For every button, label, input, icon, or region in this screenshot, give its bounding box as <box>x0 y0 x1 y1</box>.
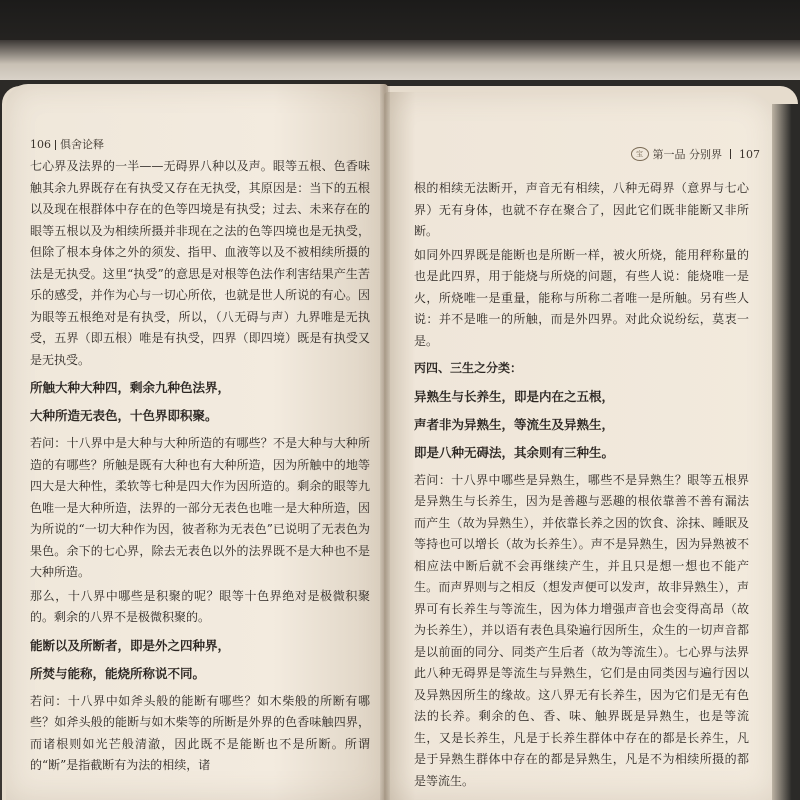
right-page-number: 107 <box>739 147 760 161</box>
verse-line: 异熟生与长养生，即是内在之五根， <box>414 388 615 404</box>
left-page-number: 106 <box>30 138 51 151</box>
left-page-body <box>30 156 370 779</box>
paragraph: 七心界及法界的一半——无碍界八种以及声。眼等五根、色香味触其余九界既存在有执受又存在无执受，其原因是：当下的五根以及现在根群体中存在的色等四境是有执受；过去、未来存在的眼等五根以及为相续所摄并非现在之法的色等四境也是无执受，但除了根本身体之外的须发、指甲、血液等以及不被相续所摄的法是无执受。这里“执受”的意思是对根等色法作利害结果产生苦乐的感受，并作为心与一切心所依，也就是世人所说的有心。因为眼等五根绝对是有执受，所以，（八无碍与声）九界唯是无执受，五界（即五根）唯是有执受，四界（即四境）既是有执受又是无执受。 <box>30 159 370 367</box>
verse-line: 即是八种无碍法，其余则有三种生。 <box>414 444 615 460</box>
verse-line: 所触大种大种四，剩余九种色法界， <box>30 380 231 395</box>
section-heading: 丙四、三生之分类： <box>414 361 523 375</box>
verse-line: 所焚与能称，能烧所称说不同。 <box>30 665 206 681</box>
desk-edge <box>0 40 800 80</box>
right-page-header <box>631 146 761 162</box>
verse-line: 能断以及所断者，即是外之四种界， <box>30 637 231 653</box>
paragraph: 如同外四界既是能断也是所断一样，被火所烧，能用秤称量的也是此四界，用于能烧与所烧的问题，有些人说：能烧唯一是火，所烧唯一是重量，能称与所称二者唯一是所触。另有些人说：并不是唯一的所触，而是外四界。对此众说纷纭，莫衷一是。 <box>414 247 749 348</box>
paragraph: 根的相续无法断开，声音无有相续，八种无碍界（意界与七心界）无有身体，也就不存在聚合了，因此它们既非能断又非所断。 <box>414 181 749 238</box>
paragraph: 若问：十八界中如斧头般的能断有哪些？如木柴般的所断有哪些？如斧头般的能断与如木柴等的所断是外界的色香味触四界，而诸根则如光芒般清澈，因此既不是能断也不是所断。所谓的“断”是指截断有为法的相续，诸 <box>30 693 370 772</box>
paragraph: 那么，十八界中哪些是积聚的呢？眼等十色界绝对是极微积聚的。剩余的八界不是极微积聚的。 <box>30 588 370 624</box>
paragraph: 若问：十八界中哪些是异熟生，哪些不是异熟生？眼等五根界是异熟生与长养生，因为是善趣与恶趣的根依靠善不善有漏法而产生（故为异熟生），并依靠长养之因的饮食、涂抹、睡眠及等持也可以增长（故为长养生）。声不是异熟生，因为异熟被不相应法中断后就不会再继续产生，并且只是想一想也不能产生。而声界则与之相反（想发声便可以发声，故非异熟生），声界可有长养生与等流生，因为体力增强声音也会变得高昂（故为长养生），并以语有表色具染遍行因所生，众生的一切声音都是以前面的同分、同类产生后者（故为等流生）。七心界与法界此八种无碍界是等流生与异熟生，它们是由同类因与遍行因以及异熟因所生的缘故。这八界无有长养生，因为它们是无有色法的长养。剩余的色、香、味、触界既是异熟生，也是等流生，又是长养生，凡是于长养生群体中存在的都是长养生，凡是于异熟生群体中存在的都是异熟生，凡是不为相续所摄的都是等流生。 <box>414 472 749 788</box>
verse-line: 声者非为异熟生，等流生及异熟生， <box>414 416 615 432</box>
emblem-icon: 宝 <box>631 147 649 161</box>
paragraph: 若问：十八界中是大种与大种所造的有哪些？不是大种与大种所造的有哪些？所触是既有大种也有大种所造，因为所触中的地等四大是大种性，柔软等七种是四大作为因所造的。剩余的眼等九色唯一是大种所造，法界的一部分无表色也唯一是大种所造，因为所说的“一切大种作为因，彼者称为无表色”已说明了无表色为果色。余下的七心界，除去无表色以外的法界既不是大种也不是大种所造。 <box>30 436 370 579</box>
page-stack-edge <box>772 104 800 800</box>
left-page-header <box>30 136 104 152</box>
left-book-title: 俱舍论释 <box>60 138 104 151</box>
right-chapter-title: 第一品 分别界 <box>652 148 722 161</box>
verse-line: 大种所造无表色，十色界即积聚。 <box>30 408 218 423</box>
right-page-body <box>414 178 749 794</box>
book-spine <box>380 84 390 800</box>
